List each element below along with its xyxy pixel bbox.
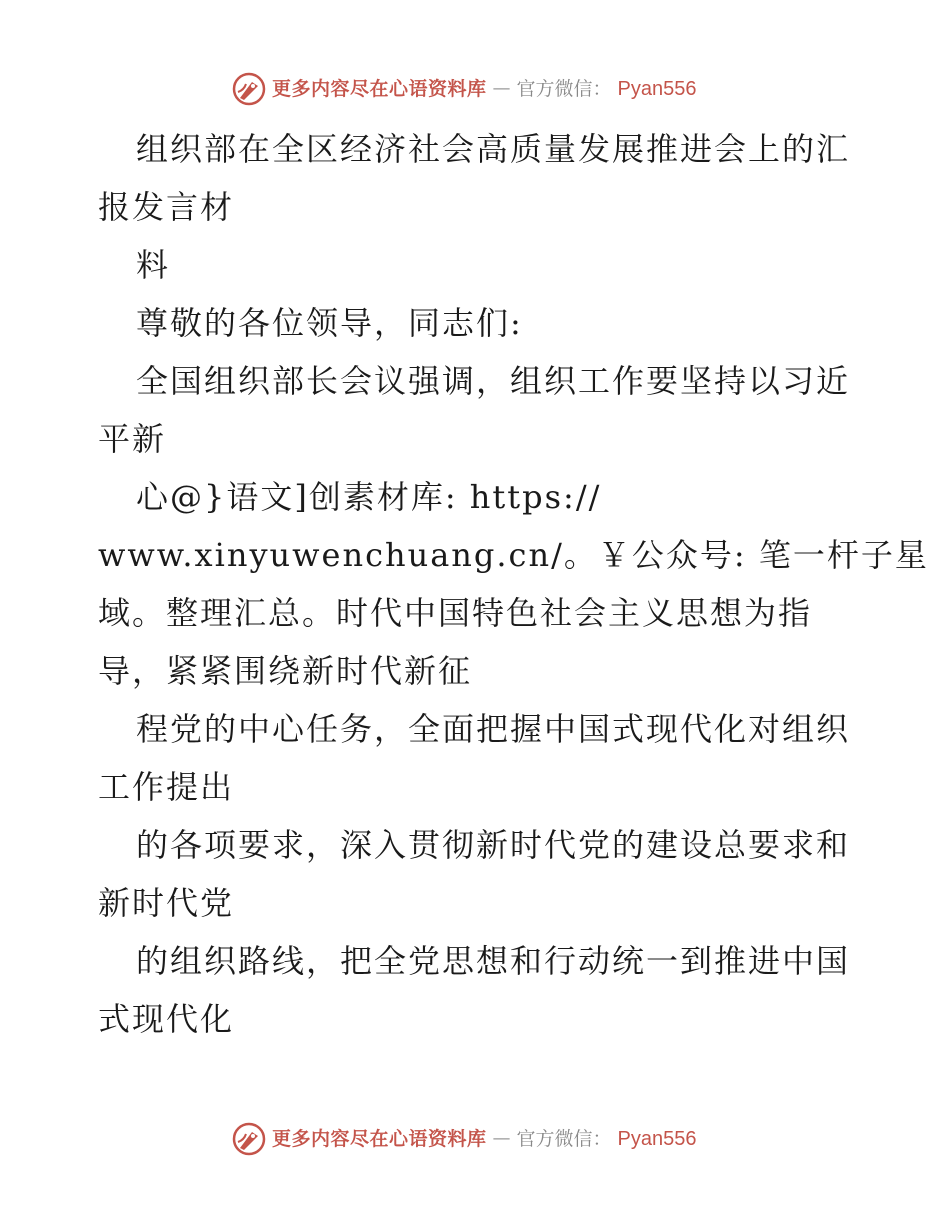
footer-promo-text: 更多内容尽在心语资料库 [272,1127,487,1150]
header-contact-id: Pyan556 [617,78,697,100]
header-contact-label: 官方微信： [516,77,612,100]
pen-nib-logo-icon [232,1122,266,1156]
paragraph-line: 域。整理汇总。时代中国特色社会主义思想为指 [98,594,813,632]
footer-banner [232,1122,712,1156]
paragraph-line: 心@}语文]创素材库: https:// [136,478,602,516]
header-separator: — [492,78,511,99]
document-body [98,120,929,1048]
paragraph-line: 式现代化 [98,1000,235,1038]
paragraph-line: 的各项要求，深入贯彻新时代党的建设总要求和 [136,826,851,864]
document-title-line-2: 报发言材 [98,188,235,226]
paragraph-line: 全国组织部长会议强调，组织工作要坚持以习近 [136,362,851,400]
footer-separator: — [492,1128,511,1149]
paragraph-line: 工作提出 [98,768,235,806]
footer-contact-id: Pyan556 [617,1128,697,1150]
salutation-line: 尊敬的各位领导，同志们: [136,304,523,342]
paragraph-line: www.xinyuwenchuang.cn/。￥公众号: 笔一杆子星 [98,536,929,574]
document-title-line-3: 料 [136,246,171,284]
header-banner [232,72,712,106]
document-title-line-1: 组织部在全区经济社会高质量发展推进会上的汇 [136,130,851,168]
footer-contact-label: 官方微信： [516,1127,612,1150]
header-promo-text: 更多内容尽在心语资料库 [272,77,487,100]
paragraph-line: 程党的中心任务，全面把握中国式现代化对组织 [136,710,851,748]
paragraph-line: 的组织路线，把全党思想和行动统一到推进中国 [136,942,851,980]
paragraph-line: 新时代党 [98,884,235,922]
paragraph-line: 导，紧紧围绕新时代新征 [98,652,473,690]
paragraph-line: 平新 [98,420,167,458]
pen-nib-logo-icon [232,72,266,106]
